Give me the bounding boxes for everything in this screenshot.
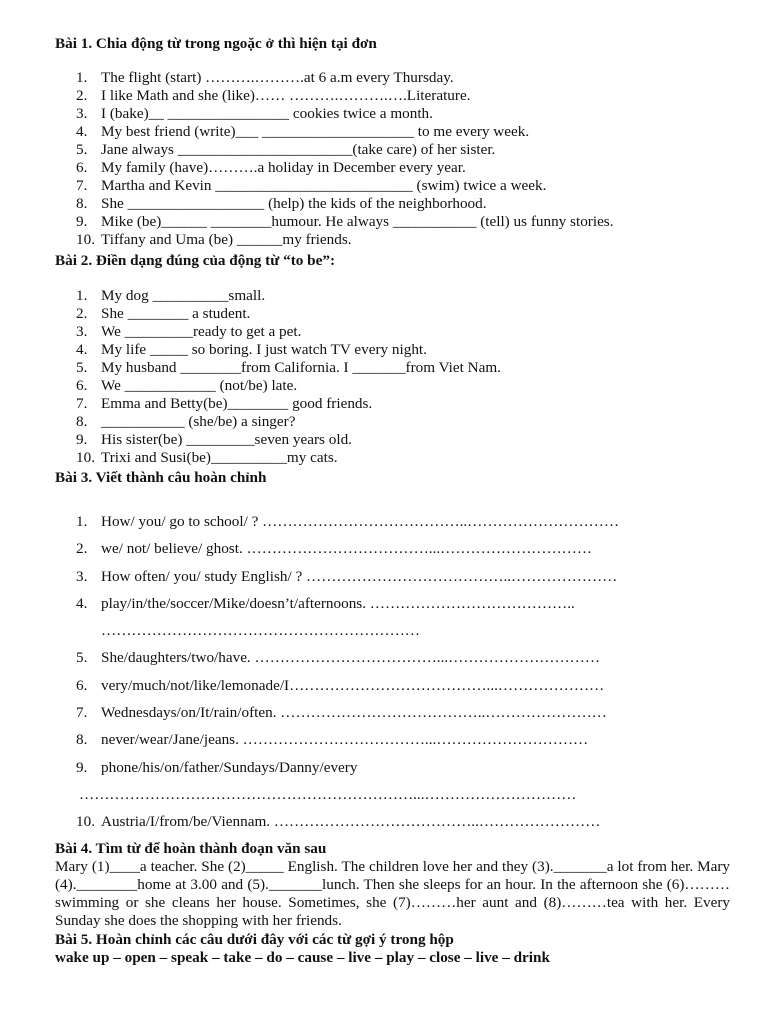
list-item: 1. How/ you/ go to school/ ? …………………………………..………………………… xyxy=(76,513,620,530)
exercise-2-list xyxy=(0,287,501,467)
list-item: 1. My dog __________small. xyxy=(76,287,266,304)
list-item: 2. we/ not/ believe/ ghost. ………………………………...………………………… xyxy=(76,540,593,558)
list-item: 7. Wednesdays/on/It/rain/often. …………………………………..…………………… xyxy=(76,704,607,722)
list-item: 5. She/daughters/two/have. ………………………………...………………………… xyxy=(76,649,601,667)
list-item: 9. phone/his/on/father/Sundays/Danny/every …………………………………………………………...………………………… xyxy=(0,759,619,814)
list-item: 10. Austria/I/from/be/Viennam. …………………………………..…………………… xyxy=(76,813,601,831)
exercise-1-title: Bài 1. Chia động từ trong ngoặc ở thì hiện tại đơn xyxy=(55,35,377,52)
list-item: 3. I (bake)__ ________________ cookies twice a month. xyxy=(76,105,433,122)
list-item: 9. Mike (be)______ ________humour. He always ___________ (tell) us funny stories. xyxy=(76,213,614,230)
list-item: 4. My life _____ so boring. I just watch TV every night. xyxy=(76,341,427,358)
exercise-1-list xyxy=(0,69,614,249)
list-item: 4. My best friend (write)___ ____________________ to me every week. xyxy=(76,123,530,140)
list-item: 3. We _________ready to get a pet. xyxy=(76,323,302,340)
list-item: 5. Jane always _______________________(take care) of her sister. xyxy=(76,141,496,158)
answer-line: ……………………………………………………… xyxy=(101,622,420,640)
list-item: 10. Trixi and Susi(be)__________my cats. xyxy=(76,449,338,466)
list-item: 9. His sister(be) _________seven years old. xyxy=(76,431,352,448)
list-item: 2. I like Math and she (like)…… ……….……….….Literature. xyxy=(76,87,471,104)
exercise-4-paragraph: Mary (1)____a teacher. She (2)_____ English. The children love her and they (3)._______a lot from her. Mary (4).________home at 3.00 and (5)._______lunch. Then she sleeps for an hour. In the afternoon she (6)………swimming or she cleans her house. Sometimes, she (7)………her aunt and (8)………tea with her. Every Sunday she does the shopping with her friends. xyxy=(55,858,730,929)
word-bank: wake up – open – speak – take – do – cause – live – play – close – live – drink xyxy=(55,949,550,966)
list-item: 8. never/wear/Jane/jeans. ………………………………...………………………… xyxy=(76,731,589,749)
list-item: 4. play/in/the/soccer/Mike/doesn’t/afternoons. ………………………………….. ……………………………………………………… xyxy=(0,595,619,650)
list-item: 3. How often/ you/ study English/ ? …………………………………..………………… xyxy=(76,567,618,585)
list-item: 7. Emma and Betty(be)________ good friends. xyxy=(76,395,373,412)
list-item: 5. My husband ________from California. I _______from Viet Nam. xyxy=(76,359,501,376)
list-item: 6. My family (have)……….a holiday in December every year. xyxy=(76,159,466,176)
list-item: 6. very/much/not/like/lemonade/I…………………………………...………………… xyxy=(76,676,605,694)
answer-line: …………………………………………………………...………………………… xyxy=(79,785,577,803)
list-item: 8. She __________________ (help) the kids of the neighborhood. xyxy=(76,195,487,212)
exercise-3-list xyxy=(0,513,619,841)
list-item: 10. Tiffany and Uma (be) ______my friends. xyxy=(76,231,352,248)
list-item: 2. She ________ a student. xyxy=(76,305,251,322)
exercise-3-title: Bài 3. Viết thành câu hoàn chỉnh xyxy=(55,469,267,486)
exercise-2-title: Bài 2. Điền dạng đúng của động từ “to be”: xyxy=(55,252,336,269)
list-item: 8. ___________ (she/be) a singer? xyxy=(76,413,296,430)
list-item: 6. We ____________ (not/be) late. xyxy=(76,377,298,394)
list-item: 1. The flight (start) ……….……….at 6 a.m every Thursday. xyxy=(76,69,454,86)
list-item: 7. Martha and Kevin __________________________ (swim) twice a week. xyxy=(76,177,547,194)
exercise-4-title: Bài 4. Tìm từ để hoàn thành đoạn văn sau xyxy=(55,840,327,857)
exercise-5-title: Bài 5. Hoàn chỉnh các câu dưới đây với các từ gợi ý trong hộp xyxy=(55,931,454,948)
